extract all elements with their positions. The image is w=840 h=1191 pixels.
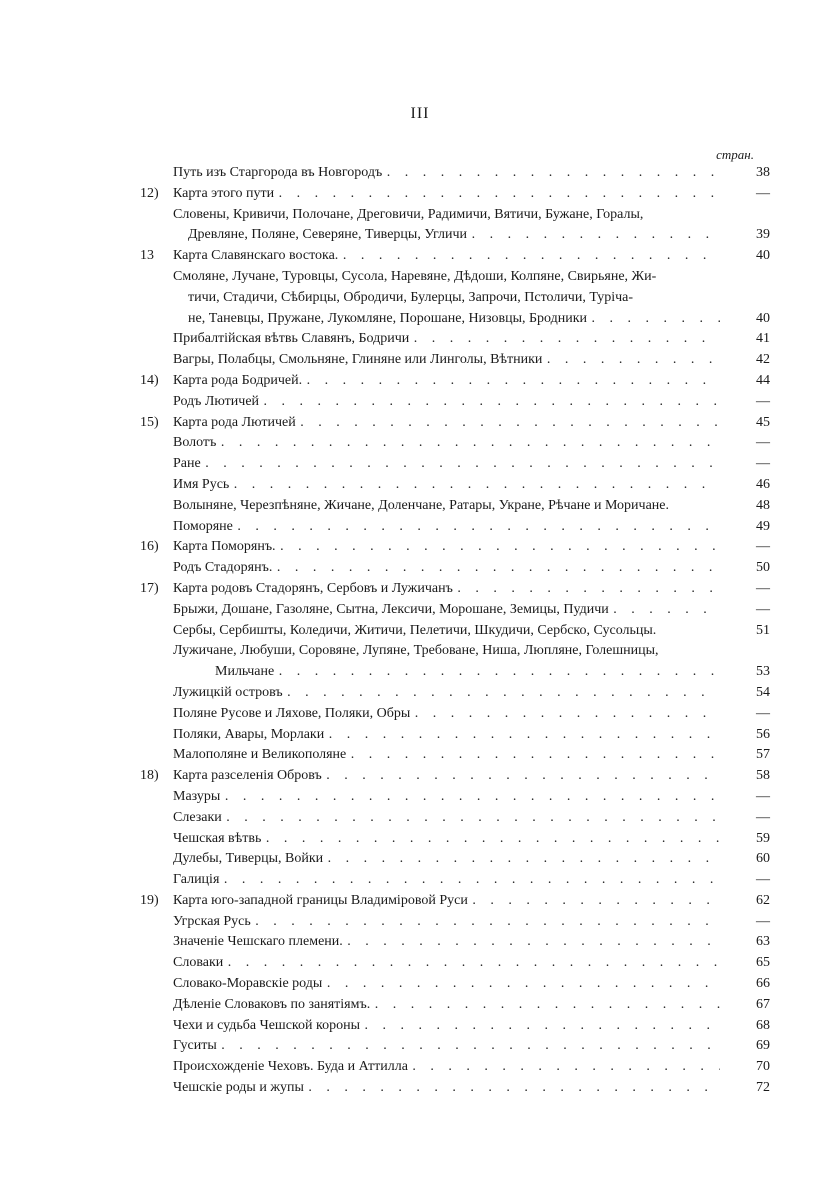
toc-page: — (756, 788, 770, 804)
toc-row (140, 1016, 770, 1037)
toc-title: Родъ Стадорянъ. . . (173, 558, 720, 579)
toc-title: Гуситы . . (173, 1036, 720, 1057)
toc-title: Волыняне, Черезпѣняне, Жичане, Доленчане, Ратары, Укране, Рѣчане и Моричане. (173, 497, 670, 513)
toc-title: Карта этого пути . . (173, 184, 720, 205)
toc-row (140, 891, 770, 912)
toc-title: Карта Поморянъ. . . (173, 537, 720, 558)
toc-title: Лужичане, Любуши, Соровяне, Лупяне, Требоване, Ниша, Люпляне, Голешницы, (173, 643, 659, 659)
toc-title: Лужицкій островъ . . (173, 683, 720, 704)
toc-page: 65 (756, 955, 770, 971)
toc-number: 19) (140, 892, 159, 908)
toc-number: 16) (140, 539, 159, 555)
toc-page: 59 (756, 830, 770, 846)
toc-title: Вагры, Полабцы, Смольняне, Глиняне или Линголы, Вѣтники . . (173, 350, 720, 371)
toc-row (140, 1078, 770, 1099)
toc-row (140, 704, 770, 725)
toc-title: Карта рода Бодричей. . . (173, 371, 720, 392)
toc-row (140, 309, 770, 330)
toc-row (140, 745, 770, 766)
toc-title: Карта Славянскаго востока. . . (173, 246, 720, 267)
toc-title: Поморяне . . (173, 517, 720, 538)
toc-page: 70 (756, 1059, 770, 1075)
toc-title: Поляки, Авары, Морлаки . . (173, 725, 720, 746)
toc-row (140, 184, 770, 205)
toc-page: 45 (756, 414, 770, 430)
toc-page: 44 (756, 372, 770, 388)
toc-page: 40 (756, 310, 770, 326)
toc-title: Словако-Моравскіе роды . . (173, 974, 720, 995)
toc-row (140, 517, 770, 538)
toc-title: Дулебы, Тиверцы, Войки . . (173, 849, 720, 870)
toc-row (140, 1036, 770, 1057)
toc-row (140, 558, 770, 579)
toc-row (140, 454, 770, 475)
toc-row (140, 974, 770, 995)
toc-title: Брыжи, Дошане, Газоляне, Сытна, Лексичи, Морошане, Земицы, Пудичи . . (173, 600, 720, 621)
toc-page: — (756, 809, 770, 825)
toc-row (140, 912, 770, 933)
toc-row (140, 225, 770, 246)
toc-title: Угрская Русь . . (173, 912, 720, 933)
toc-title: не, Таневцы, Пружане, Лукомляне, Порошане, Низовцы, Бродники . . (188, 309, 720, 330)
toc-title: Слезаки . . (173, 808, 720, 829)
toc-row (140, 787, 770, 808)
toc-page: — (756, 872, 770, 888)
toc-row (140, 953, 770, 974)
toc-row (140, 662, 770, 683)
toc-title: Прибалтійская вѣтвь Славянъ, Бодричи . . (173, 329, 720, 350)
toc-page: 66 (756, 976, 770, 992)
toc-number: 12) (140, 185, 159, 201)
toc-page: 60 (756, 851, 770, 867)
page-column-header: стран. (716, 147, 754, 162)
toc-title: Карта разселенія Обровъ . . (173, 766, 720, 787)
toc-row (140, 683, 770, 704)
toc-page: 69 (756, 1038, 770, 1054)
toc-row (140, 246, 770, 267)
toc-number: 18) (140, 768, 159, 784)
toc-row (140, 1057, 770, 1078)
toc-title: Значеніе Чешскаго племени. . . (173, 932, 720, 953)
toc-title: Галиція . . (173, 870, 720, 891)
toc-title: Чешскіе роды и жупы . . (173, 1078, 720, 1099)
toc-page: — (756, 456, 770, 472)
toc-title: Мазуры . . (173, 787, 720, 808)
toc-row (140, 600, 770, 621)
table-of-contents (140, 163, 770, 1099)
toc-row (140, 808, 770, 829)
toc-title: Ране . . (173, 454, 720, 475)
toc-title: Сербы, Сербишты, Коледичи, Житичи, Пелетичи, Шкудичи, Сербско, Сусольцы. (173, 622, 657, 638)
toc-title: Имя Русь . . (173, 475, 720, 496)
toc-number: 17) (140, 580, 159, 596)
toc-row (140, 870, 770, 891)
toc-title: Происхожденіе Чеховъ. Буда и Аттилла . . (173, 1057, 720, 1078)
toc-page: 72 (756, 1080, 770, 1096)
toc-title: Малополяне и Великополяне . . (173, 745, 720, 766)
toc-title: Мильчане . . (215, 662, 720, 683)
page-folio: III (410, 105, 430, 122)
toc-title: Дѣленіе Словаковъ по занятіямъ. . . (173, 995, 720, 1016)
toc-number: 13 (140, 248, 154, 264)
toc-title: Словаки . . (173, 953, 720, 974)
toc-title: Карта юго-западной границы Владиміровой Руси . . (173, 891, 720, 912)
toc-number: 14) (140, 372, 159, 388)
toc-page: 63 (756, 934, 770, 950)
toc-row (140, 371, 770, 392)
toc-row (140, 995, 770, 1016)
toc-title: Родъ Лютичей . . (173, 392, 720, 413)
toc-page: — (756, 539, 770, 555)
toc-page: — (756, 580, 770, 596)
toc-page: 48 (756, 497, 770, 513)
toc-page: — (756, 913, 770, 929)
toc-row (140, 433, 770, 454)
toc-number: 15) (140, 414, 159, 430)
toc-page: 67 (756, 996, 770, 1012)
toc-row (140, 413, 770, 434)
toc-row (140, 579, 770, 600)
toc-page: 57 (756, 747, 770, 763)
toc-row (140, 849, 770, 870)
toc-title: Чехи и судьба Чешской короны . . (173, 1016, 720, 1037)
toc-page: 51 (756, 622, 770, 638)
toc-row (140, 163, 770, 184)
toc-page: 42 (756, 352, 770, 368)
toc-title: Карта родовъ Стадорянъ, Сербовъ и Лужичанъ . . (173, 579, 720, 600)
toc-row (140, 496, 770, 517)
toc-page: — (756, 705, 770, 721)
toc-row (140, 766, 770, 787)
toc-page: 38 (756, 165, 770, 180)
toc-page: 58 (756, 768, 770, 784)
toc-page: 56 (756, 726, 770, 742)
toc-row (140, 329, 770, 350)
toc-page: 50 (756, 560, 770, 576)
toc-title: Древляне, Поляне, Северяне, Тиверцы, Угличи . . (188, 225, 720, 246)
toc-row (140, 350, 770, 371)
toc-page: 46 (756, 476, 770, 492)
toc-row (140, 267, 770, 288)
toc-title: Поляне Русове и Ляхове, Поляки, Обры . . (173, 704, 720, 725)
toc-page: 40 (756, 248, 770, 264)
toc-page: — (756, 601, 770, 617)
toc-title: Путь изъ Старгорода въ Новгородъ . . (173, 163, 720, 184)
toc-row (140, 288, 770, 309)
toc-row (140, 537, 770, 558)
toc-page: — (756, 435, 770, 451)
toc-row (140, 932, 770, 953)
toc-title: Словены, Кривичи, Полочане, Дреговичи, Радимичи, Вятичи, Бужане, Горалы, (173, 206, 644, 222)
toc-row (140, 621, 770, 642)
toc-title: Карта рода Лютичей . . (173, 413, 720, 434)
toc-row (140, 641, 770, 662)
toc-page: 41 (756, 331, 770, 347)
toc-row (140, 829, 770, 850)
toc-page: 49 (756, 518, 770, 534)
toc-page: — (756, 185, 770, 201)
toc-row (140, 392, 770, 413)
toc-page: 39 (756, 227, 770, 243)
toc-title: Смоляне, Лучане, Туровцы, Сусола, Наревяне, Дѣдоши, Колпяне, Свирьяне, Жи- (173, 268, 657, 284)
toc-row (140, 725, 770, 746)
toc-title: тичи, Стадичи, Сѣбирцы, Обродичи, Булерцы, Запрочи, Пстоличи, Туріча- (188, 289, 634, 305)
toc-title: Волотъ . . (173, 433, 720, 454)
toc-title: Чешская вѣтвь . . (173, 829, 720, 850)
toc-page: — (756, 393, 770, 409)
toc-row (140, 205, 770, 226)
toc-row (140, 475, 770, 496)
toc-page: 68 (756, 1017, 770, 1033)
toc-page: 53 (756, 664, 770, 680)
toc-page: 62 (756, 892, 770, 908)
toc-page: 54 (756, 684, 770, 700)
